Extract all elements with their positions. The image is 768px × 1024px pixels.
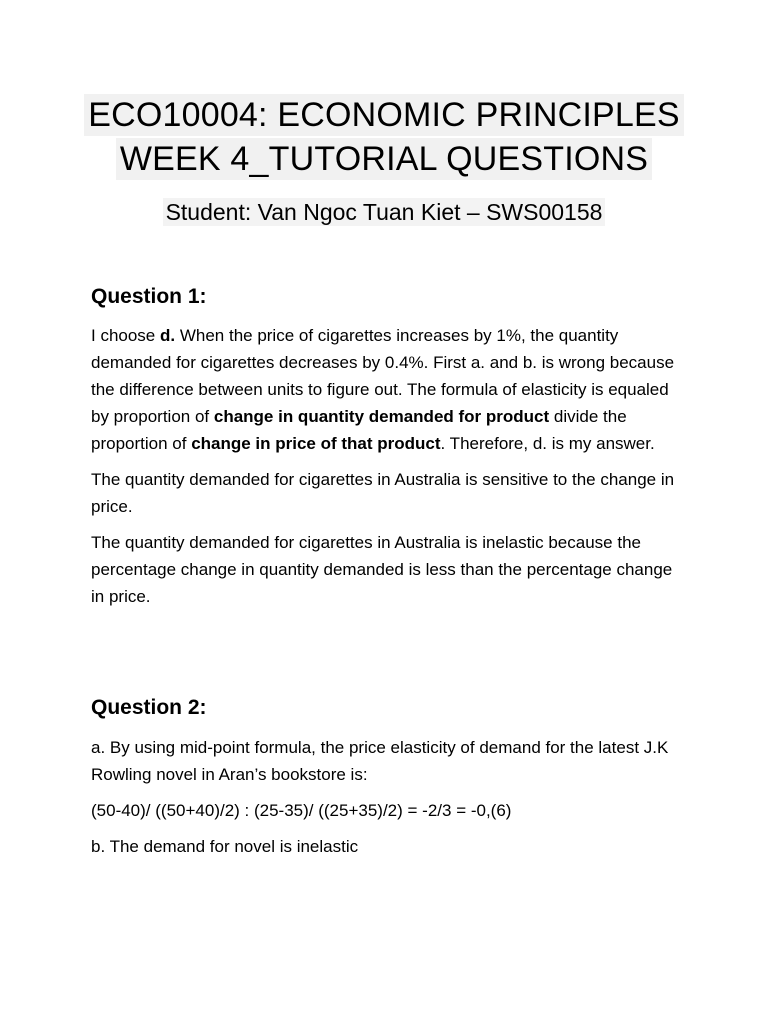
- question-2-paragraph-1: a. By using mid-point formula, the price elasticity of demand for the latest J.K Rowling novel in Aran’s bookstore is:: [91, 738, 669, 784]
- question-1-heading: Question 1:: [91, 285, 207, 308]
- text-span: When the price of cigarettes increases by 1%, the quantity demanded for cigarettes decreases by 0.4%. First a. and b. is wrong because the difference between units to figure out. The formula of elasticity is equaled by proportion of: [91, 326, 675, 426]
- text-span: . Therefore, d. is my answer.: [440, 434, 655, 453]
- question-1-body: [91, 322, 681, 610]
- student-info: Student: Van Ngoc Tuan Kiet – SWS00158: [163, 198, 606, 226]
- question-1-paragraph-3: The quantity demanded for cigarettes in Australia is inelastic because the percentage change in quantity demanded is less than the percentage change in price.: [91, 533, 673, 606]
- document-title-line-1: ECO10004: ECONOMIC PRINCIPLES: [84, 94, 684, 136]
- question-2-paragraph-2: (50-40)/ ((50+40)/2) : (25-35)/ ((25+35)/2) = -2/3 = -0,(6): [91, 801, 512, 820]
- bold-phrase: change in quantity demanded for product: [213, 407, 550, 426]
- question-2-heading: Question 2:: [91, 696, 207, 719]
- text-span: I choose: [91, 326, 160, 345]
- document-title-line-2: WEEK 4_TUTORIAL QUESTIONS: [116, 138, 652, 180]
- question-1-paragraph-1: [91, 322, 681, 457]
- bold-answer: d.: [160, 326, 176, 345]
- title-block: [0, 94, 768, 228]
- bold-phrase: change in price of that product: [191, 434, 441, 453]
- question-2-body: [91, 734, 681, 860]
- text-span: divide the proportion of: [91, 407, 627, 453]
- question-2-paragraph-3: b. The demand for novel is inelastic: [91, 837, 359, 856]
- question-1-paragraph-2: The quantity demanded for cigarettes in Australia is sensitive to the change in price.: [91, 470, 675, 516]
